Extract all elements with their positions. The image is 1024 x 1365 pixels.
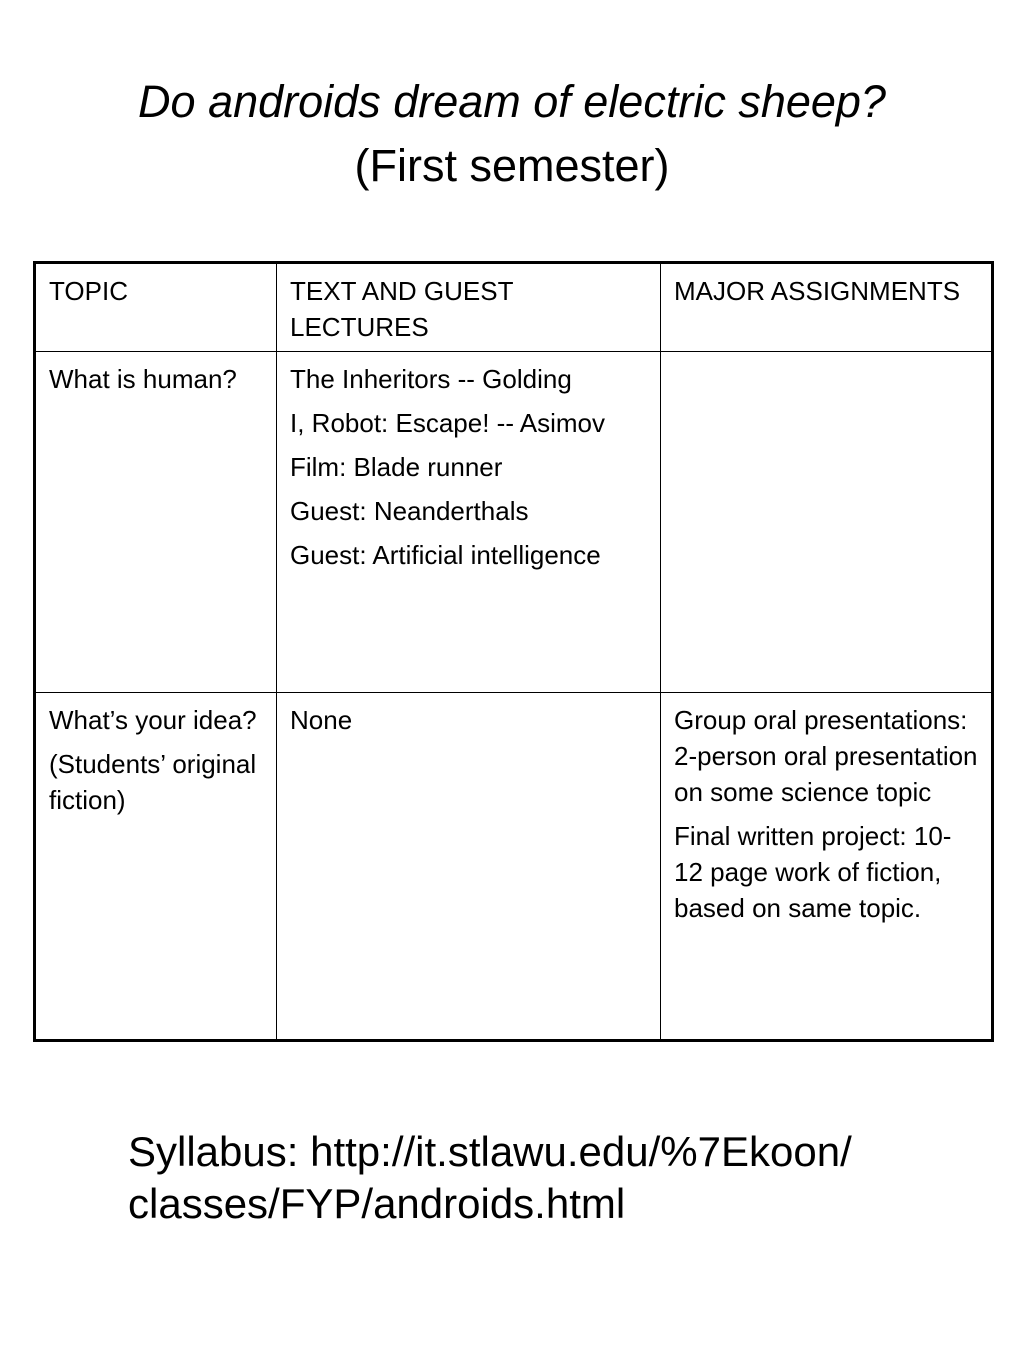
cell-topic: [35, 693, 277, 1041]
text-item: Guest: Neanderthals: [290, 496, 529, 526]
cell-topic: [35, 352, 277, 693]
text-item: Film: Blade runner: [290, 452, 503, 482]
header-topic: TOPIC: [35, 263, 277, 352]
cell-texts: [277, 352, 661, 693]
title-main: Do androids dream of electric sheep?: [138, 76, 886, 127]
table-header-row: [35, 263, 993, 352]
slide-title: [0, 70, 1024, 198]
syllabus-url: [128, 1126, 988, 1230]
topic-text: What is human?: [49, 364, 237, 394]
syllabus-line-2: classes/FYP/androids.html: [128, 1180, 626, 1227]
syllabus-line-1: Syllabus: http://it.stlawu.edu/%7Ekoon/: [128, 1128, 852, 1175]
syllabus-table: [33, 261, 994, 1042]
text-item: The Inheritors -- Golding: [290, 364, 572, 394]
table-row: [35, 352, 993, 693]
assignment-item: Final written project: 10-12 page work of fiction, based on same topic.: [674, 821, 952, 923]
topic-text: (Students’ original fiction): [49, 749, 257, 815]
text-item: I, Robot: Escape! -- Asimov: [290, 408, 606, 438]
topic-text: What’s your idea?: [49, 705, 257, 735]
table-row: [35, 693, 993, 1041]
assignment-item: Group oral presentations: 2-person oral presentation on some science topic: [674, 705, 978, 807]
title-subtitle: (First semester): [354, 140, 670, 191]
header-assignments: MAJOR ASSIGNMENTS: [661, 263, 993, 352]
text-item: None: [290, 705, 353, 735]
header-texts: TEXT AND GUEST LECTURES: [277, 263, 661, 352]
cell-texts: [277, 693, 661, 1041]
cell-assignments: [661, 693, 993, 1041]
cell-assignments: [661, 352, 993, 693]
text-item: Guest: Artificial intelligence: [290, 540, 601, 570]
